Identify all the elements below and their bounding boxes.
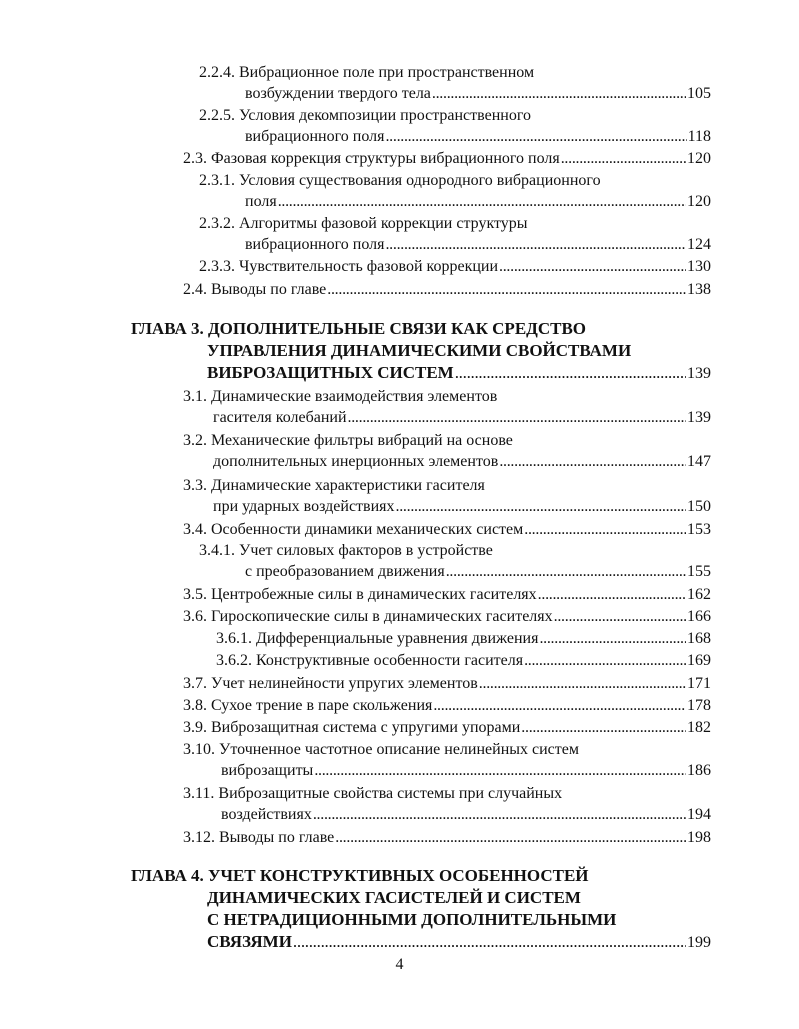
toc-entry-title: 3.6.2. Конструктивные особенности гасителя xyxy=(216,652,524,669)
page-number: 4 xyxy=(395,956,404,973)
toc-entry xyxy=(183,148,711,169)
toc-entry xyxy=(183,673,711,694)
toc-page-number: 138 xyxy=(687,281,711,298)
toc-entry-title: 3.4.1. Учет силовых факторов в устройстве xyxy=(199,542,493,559)
toc-page-number: 139 xyxy=(687,365,711,382)
chapter-title: СВЯЗЯМИ xyxy=(207,932,292,951)
toc-entry-title: 3.2. Механические фильтры вибраций на основе xyxy=(183,432,513,449)
toc-entry-title: 3.6. Гироскопические силы в динамических гасителях xyxy=(183,608,553,625)
toc-entry xyxy=(183,695,711,716)
chapter-title: УПРАВЛЕНИЯ ДИНАМИЧЕСКИМИ СВОЙСТВАМИ xyxy=(207,341,632,360)
chapter-title: С НЕТРАДИЦИОННЫМИ ДОПОЛНИТЕЛЬНЫМИ xyxy=(207,910,617,929)
toc-entry-title: 3.8. Сухое трение в паре скольжения xyxy=(183,697,433,714)
toc-entry-title: с преобразованием движения xyxy=(245,563,445,580)
toc-chapter-heading xyxy=(131,318,711,384)
toc-entry xyxy=(183,827,711,848)
toc-entry-title: 2.3.2. Алгоритмы фазовой коррекции структуры xyxy=(199,215,528,232)
toc-page-number: 150 xyxy=(687,498,711,515)
toc-entry-title: при ударных воздействиях xyxy=(213,498,395,515)
toc-page-number: 194 xyxy=(687,806,711,823)
toc-entry xyxy=(183,519,711,540)
toc-entry-title: 3.9. Виброзащитная система с упругими упорами xyxy=(183,719,521,736)
leader-dots xyxy=(539,628,686,649)
toc-entry-title: 3.7. Учет нелинейности упругих элементов xyxy=(183,675,478,692)
toc-entry-title: поля xyxy=(245,193,277,210)
toc-entry-title: 3.5. Центробежные силы в динамических гасителях xyxy=(183,586,537,603)
toc-page-number: 169 xyxy=(687,652,711,669)
toc-entry xyxy=(183,279,711,300)
leader-dots xyxy=(348,407,686,428)
leader-dots xyxy=(521,717,686,738)
toc-entry xyxy=(183,606,711,627)
toc-entry xyxy=(183,386,711,428)
toc-page-number: 199 xyxy=(687,934,711,951)
leader-dots xyxy=(499,451,686,472)
toc-entry xyxy=(183,584,711,605)
leader-dots xyxy=(433,695,686,716)
toc-entry-title: вибрационного поля xyxy=(245,128,385,145)
toc-entry-title: воздействиях xyxy=(221,806,312,823)
leader-dots xyxy=(538,584,686,605)
toc-entry xyxy=(183,717,711,738)
toc-entry-title: возбуждении твердого тела xyxy=(245,85,431,102)
toc-entry-title: 3.3. Динамические характеристики гасителя xyxy=(183,477,485,494)
leader-dots xyxy=(327,279,686,300)
toc-page-number: 186 xyxy=(687,762,711,779)
toc-page-number: 182 xyxy=(687,719,711,736)
leader-dots xyxy=(499,256,686,277)
toc-entry-title: вибрационного поля xyxy=(245,236,385,253)
toc-entry xyxy=(183,783,711,825)
leader-dots xyxy=(385,126,686,147)
toc-entry xyxy=(199,540,711,582)
toc-entry-title: 3.11. Виброзащитные свойства системы при случайных xyxy=(183,785,563,802)
toc-entry xyxy=(216,650,711,671)
toc-chapter-heading xyxy=(131,865,711,953)
toc-page-number: 162 xyxy=(687,586,711,603)
toc-entry xyxy=(183,739,711,781)
toc-page-number: 118 xyxy=(687,128,711,145)
toc-entry-title: 3.12. Выводы по главе xyxy=(183,829,335,846)
toc-entry xyxy=(183,430,711,472)
toc-entry xyxy=(199,170,711,212)
toc-page-number: 155 xyxy=(687,563,711,580)
leader-dots xyxy=(278,191,686,212)
leader-dots xyxy=(396,496,686,517)
leader-dots xyxy=(455,362,686,384)
leader-dots xyxy=(335,827,686,848)
leader-dots xyxy=(479,673,686,694)
chapter-title: ГЛАВА 4. УЧЕТ КОНСТРУКТИВНЫХ ОСОБЕННОСТЕЙ xyxy=(131,866,589,885)
toc-entry xyxy=(199,105,711,147)
leader-dots xyxy=(313,804,686,825)
toc-entry-title: 2.3.1. Условия существования однородного вибрационного xyxy=(199,172,601,189)
chapter-title: ВИБРОЗАЩИТНЫХ СИСТЕМ xyxy=(207,363,454,382)
toc-page-number: 120 xyxy=(687,150,711,167)
toc-page-number: 198 xyxy=(687,829,711,846)
leader-dots xyxy=(554,606,686,627)
toc-page-number: 178 xyxy=(687,697,711,714)
toc-page-number: 124 xyxy=(687,236,711,253)
toc-page-number: 105 xyxy=(687,85,711,102)
leader-dots xyxy=(524,650,686,671)
toc-entry-title: 2.4. Выводы по главе xyxy=(183,281,327,298)
toc-entry xyxy=(199,256,711,277)
toc-page-number: 147 xyxy=(687,453,711,470)
toc-entry-title: 2.2.4. Вибрационное поле при пространственном xyxy=(199,64,535,81)
leader-dots xyxy=(293,931,686,953)
toc-entry xyxy=(199,62,711,104)
toc-page-number: 130 xyxy=(687,258,711,275)
toc-entry-title: дополнительных инерционных элементов xyxy=(213,453,499,470)
toc-entry-title: виброзащиты xyxy=(221,762,314,779)
leader-dots xyxy=(561,148,686,169)
toc-entry-title: гасителя колебаний xyxy=(213,409,347,426)
leader-dots xyxy=(432,83,686,104)
toc-entry-title: 3.1. Динамические взаимодействия элементов xyxy=(183,388,498,405)
toc-page-number: 166 xyxy=(687,608,711,625)
chapter-title: ГЛАВА 3. ДОПОЛНИТЕЛЬНЫЕ СВЯЗИ КАК СРЕДСТВО xyxy=(131,319,587,338)
toc-page-number: 120 xyxy=(687,193,711,210)
toc-entry-title: 3.6.1. Дифференциальные уравнения движения xyxy=(216,630,539,647)
leader-dots xyxy=(446,561,686,582)
leader-dots xyxy=(524,519,686,540)
toc-entry-title: 2.3. Фазовая коррекция структуры вибрационного поля xyxy=(183,150,560,167)
toc-entry xyxy=(183,475,711,517)
toc-entry-title: 3.4. Особенности динамики механических систем xyxy=(183,521,524,538)
toc-entry-title: 3.10. Уточненное частотное описание нелинейных систем xyxy=(183,741,579,758)
toc-page-number: 171 xyxy=(687,675,711,692)
toc-entry xyxy=(216,628,711,649)
toc-entry xyxy=(199,213,711,255)
leader-dots xyxy=(314,760,686,781)
toc-page-number: 139 xyxy=(687,409,711,426)
leader-dots xyxy=(385,234,686,255)
toc-entry-title: 2.3.3. Чувствительность фазовой коррекции xyxy=(199,258,499,275)
toc-page-number: 168 xyxy=(687,630,711,647)
toc-entry-title: 2.2.5. Условия декомпозиции пространственного xyxy=(199,107,531,124)
toc-page-number: 153 xyxy=(687,521,711,538)
chapter-title: ДИНАМИЧЕСКИХ ГАСИСТЕЛЕЙ И СИСТЕМ xyxy=(207,888,581,907)
